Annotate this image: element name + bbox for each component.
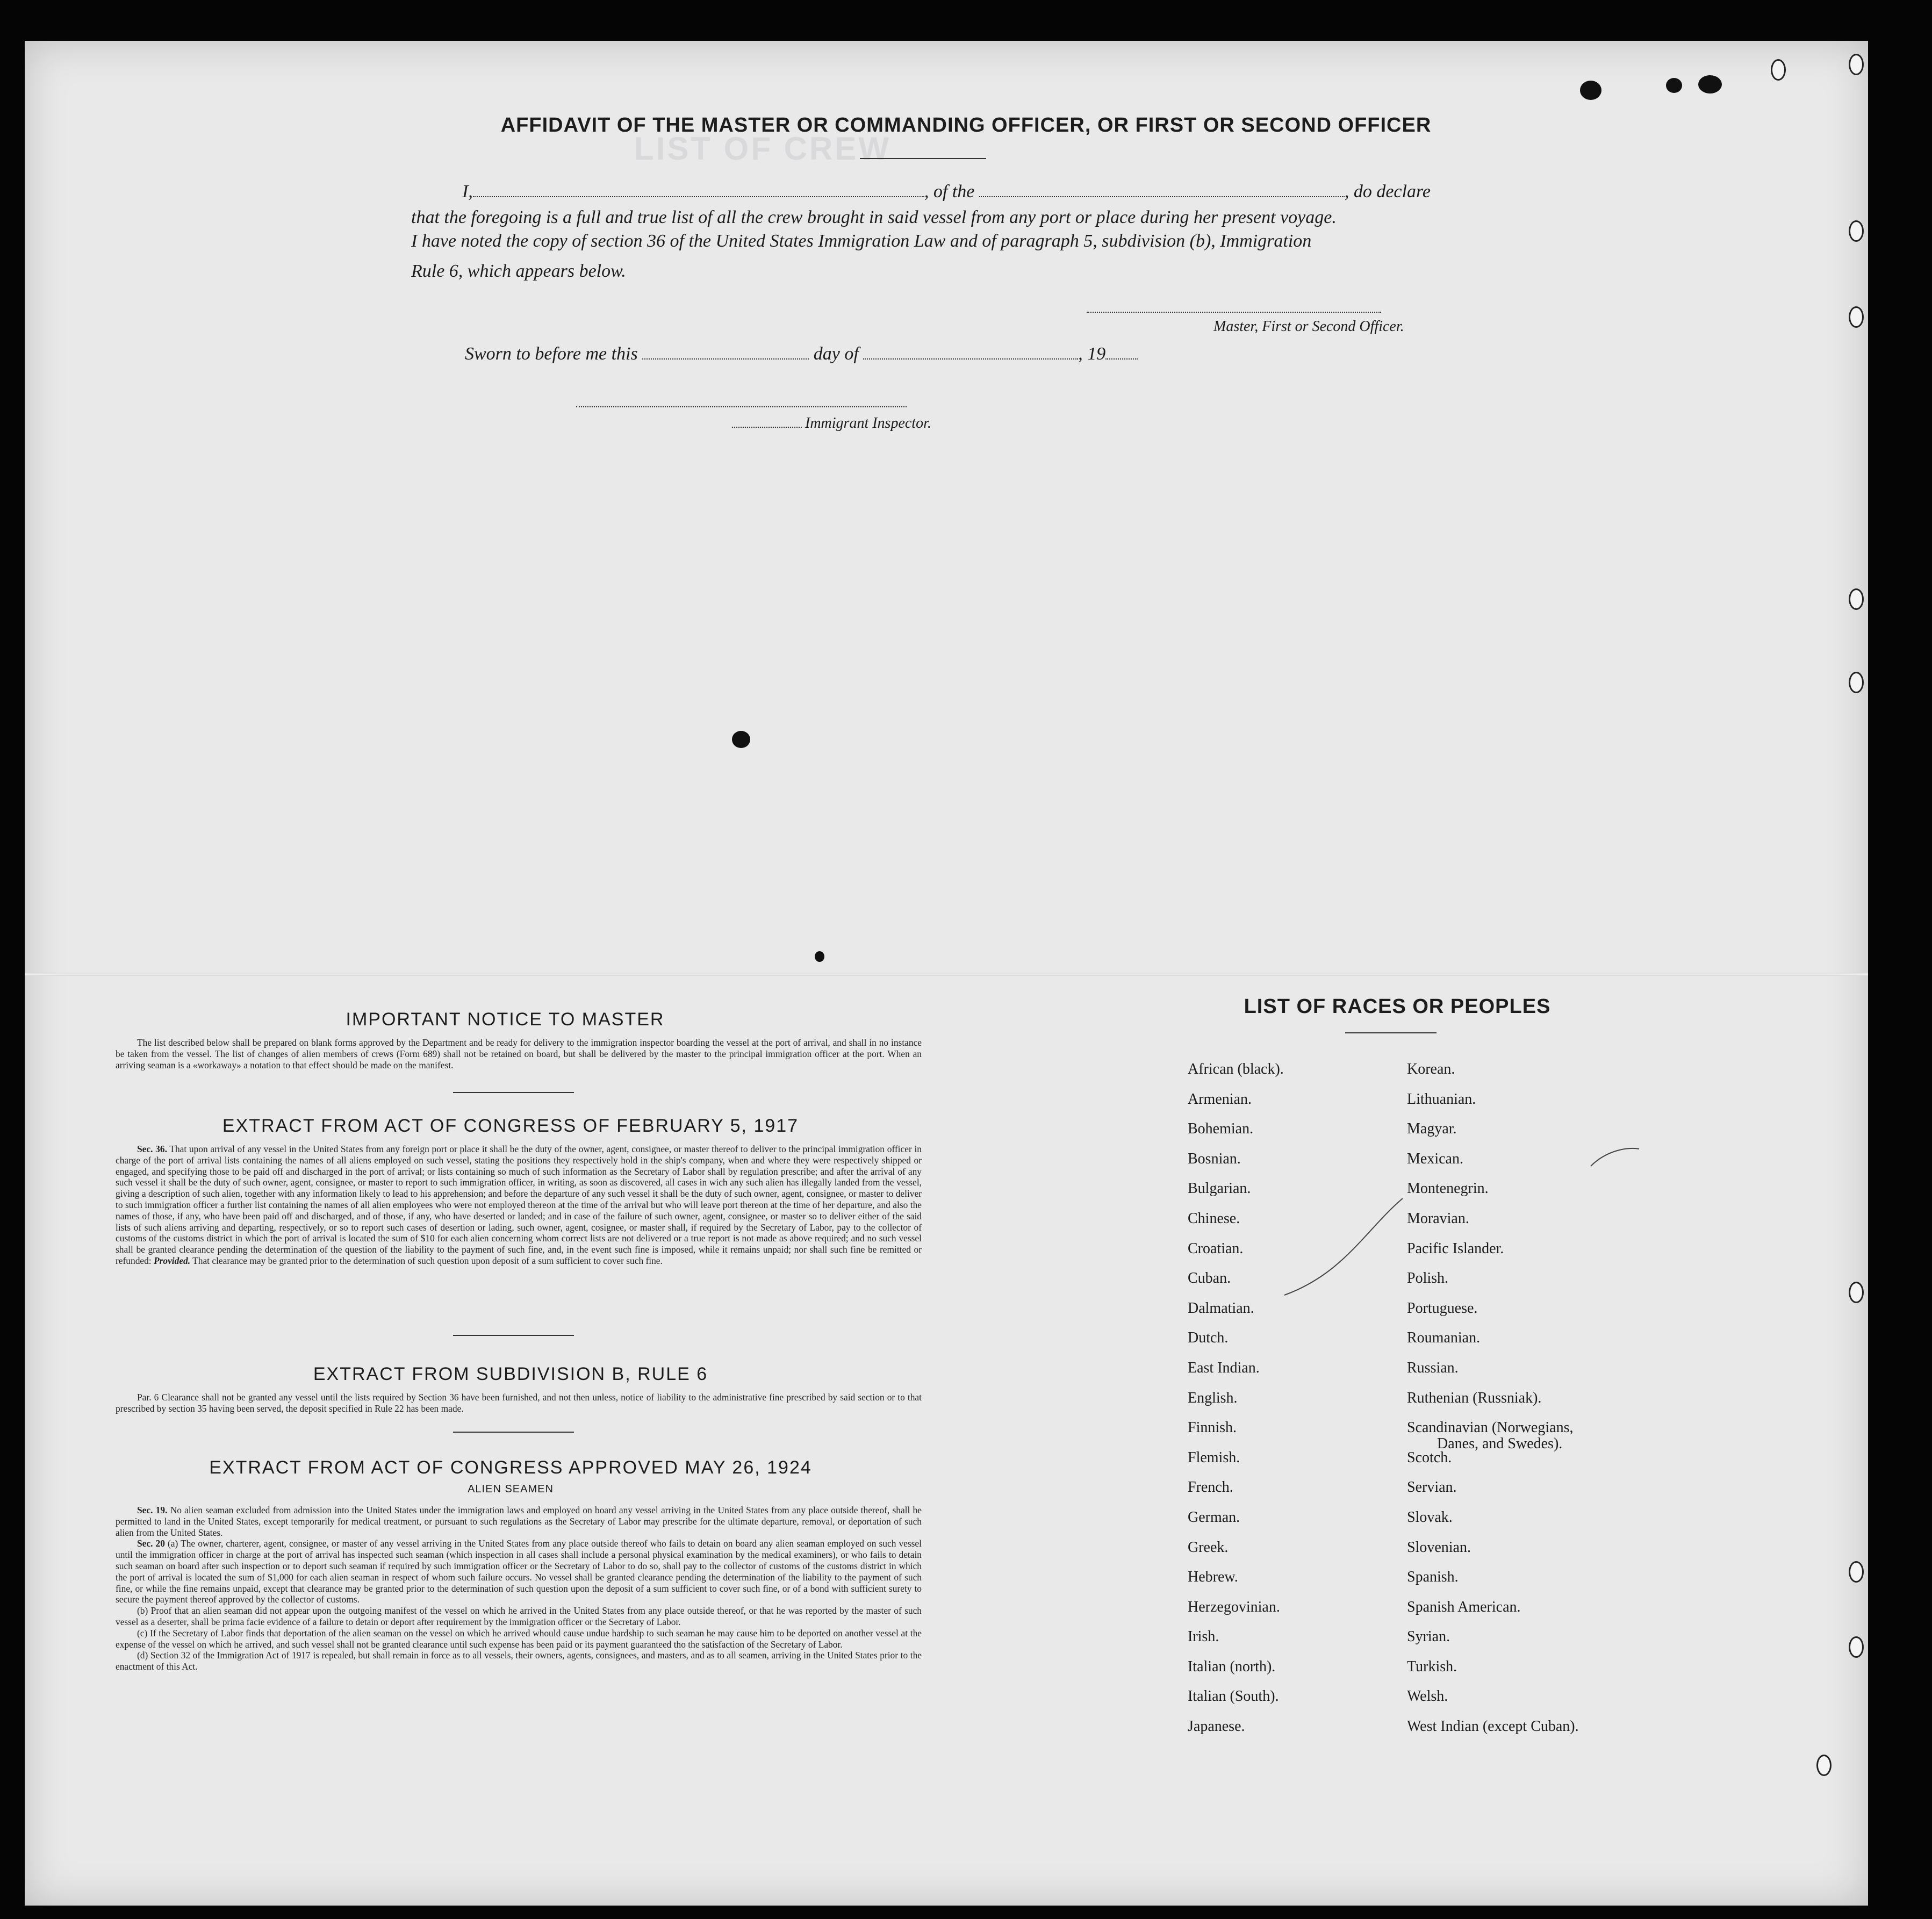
notice-divider xyxy=(453,1092,574,1093)
punch-hole xyxy=(1849,54,1864,75)
sec19-label: Sec. 19. xyxy=(137,1505,168,1515)
extract-1917-title: EXTRACT FROM ACT OF CONGRESS OF FEBRUARY 5, 1917 xyxy=(222,1116,799,1136)
punch-hole xyxy=(1849,220,1864,242)
day-of-text: day of xyxy=(813,344,859,364)
race-item: Servian. xyxy=(1407,1479,1457,1496)
affidavit-title: AFFIDAVIT OF THE MASTER OR COMMANDING OFFICER, OR FIRST OR SECOND OFFICER xyxy=(500,114,1432,136)
sec19-paragraph xyxy=(116,1505,922,1538)
race-item: Dutch. xyxy=(1188,1329,1229,1347)
race-item: Pacific Islander. xyxy=(1407,1240,1504,1257)
race-item: Bulgarian. xyxy=(1188,1180,1251,1197)
sec20c-paragraph: (c) If the Secretary of Labor finds that deportation of the alien seaman on the vessel on which he arrived whould cause undue hardship to such seaman he may cause him to be deported on another vessel at the expense of the vessel on which he arrived, and such vessel shall not be granted clearance until such expense has been paid or its payment guaranteed tho the satisfaction of the Secretary of Labor. xyxy=(116,1627,922,1650)
sec20b-paragraph: (b) Proof that an alien seaman did not appear upon the outgoing manifest of the vessel on which he arrived in the United States from any place outside thereof, or that he was reported by the master of such vessel as a deserter, shall be prima facie evidence of a failure to detain or deport after requirement by the immigration officer or the Secretary of Labor. xyxy=(116,1605,922,1627)
race-item: Welsh. xyxy=(1407,1688,1448,1705)
race-item: Roumanian. xyxy=(1407,1329,1481,1347)
race-item: Spanish American. xyxy=(1407,1598,1521,1615)
race-item: Russian. xyxy=(1407,1359,1459,1376)
section-36-text-end: That clearance may be granted prior to the determination of such question upon deposit of a sum sufficient to cover such fine. xyxy=(192,1255,663,1266)
scandinavian-continuation: Danes, and Swedes). xyxy=(1437,1435,1563,1453)
race-item: West Indian (except Cuban). xyxy=(1407,1718,1579,1735)
punch-hole xyxy=(1849,1282,1864,1303)
master-signature-label: Master, First or Second Officer. xyxy=(1213,318,1404,335)
affidavit-line-3: I have noted the copy of section 36 of the United States Immigration Law and of paragraph 5, subdivision (b), Immigration xyxy=(411,231,1312,251)
inspector-leader-dots xyxy=(732,427,802,428)
races-title: LIST OF RACES OR PEOPLES xyxy=(1244,995,1551,1018)
sworn-text: Sworn to before me this xyxy=(465,344,638,364)
sworn-year-field[interactable] xyxy=(1105,358,1138,360)
race-item: Slovenian. xyxy=(1407,1539,1471,1556)
extract-1924-title: EXTRACT FROM ACT OF CONGRESS APPROVED MAY 26, 1924 xyxy=(209,1457,812,1478)
race-item: Flemish. xyxy=(1188,1449,1240,1466)
race-item: Polish. xyxy=(1407,1270,1449,1287)
punch-hole xyxy=(1816,1755,1832,1776)
race-item-text: Scandinavian (Norwegians, xyxy=(1407,1419,1574,1436)
race-item: Ruthenian (Russniak). xyxy=(1407,1389,1542,1406)
sec20a-paragraph xyxy=(116,1538,922,1605)
punch-hole xyxy=(1771,59,1786,81)
ink-blot xyxy=(732,731,750,748)
race-item: Korean. xyxy=(1407,1061,1455,1077)
races-title-underline xyxy=(1345,1032,1437,1033)
master-signature-field[interactable] xyxy=(1087,312,1381,313)
declarant-name-field[interactable] xyxy=(473,196,924,197)
sec19-text: No alien seaman excluded from admission into the United States under the immigration laws and employed on board any vessel arriving in the United States from any place outside thereof, shall be permitted to land in the United States, except temporarily for medical treatment, or pursuant to such regulations as the Secretary of Labor may prescribe for the ultimate departure, removal, or deportation of such alien from the United States. xyxy=(116,1505,922,1538)
section-36-paragraph xyxy=(116,1144,922,1267)
punch-hole xyxy=(1849,588,1864,610)
race-item: Irish. xyxy=(1188,1628,1219,1645)
extract-1924-body xyxy=(116,1505,922,1672)
title-underline xyxy=(860,158,986,159)
inspector-signature-field[interactable] xyxy=(576,406,907,407)
affidavit-i: I, xyxy=(462,182,473,202)
sworn-month-field[interactable] xyxy=(863,358,1078,360)
ink-blot xyxy=(1698,75,1722,94)
sec20d-paragraph: (d) Section 32 of the Immigration Act of 1917 is repealed, but shall remain in force as to all vessels, their owners, agents, consignees, and masters, and as to all seamen, arriving in the United States prior to the enactment of this Act. xyxy=(116,1650,922,1672)
notice-title: IMPORTANT NOTICE TO MASTER xyxy=(346,1009,665,1030)
bleed-through-heading: LIST OF CREW xyxy=(634,131,891,167)
affidavit-line-2: that the foregoing is a full and true list of all the crew brought in said vessel from any port or place during her present voyage. xyxy=(411,207,1337,227)
provided-label: Provided. xyxy=(154,1255,191,1266)
races-left-column xyxy=(1188,1061,1284,1749)
extract-1917-divider xyxy=(453,1335,574,1336)
race-item: Croatian. xyxy=(1188,1240,1244,1257)
ink-blot xyxy=(1666,78,1682,93)
affidavit-do-declare: , do declare xyxy=(1344,182,1431,202)
ink-blot xyxy=(1580,81,1601,100)
race-item: Greek. xyxy=(1188,1539,1229,1556)
extract-1917-body xyxy=(116,1144,922,1267)
race-item: Portuguese. xyxy=(1407,1299,1478,1317)
race-item: Turkish. xyxy=(1407,1658,1457,1675)
sec20-label: Sec. 20 xyxy=(137,1538,165,1549)
race-item: Bosnian. xyxy=(1188,1150,1241,1167)
inspector-label-text: Immigrant Inspector. xyxy=(805,415,931,432)
extract-rule6-divider xyxy=(453,1432,574,1433)
race-item: Hebrew. xyxy=(1188,1569,1238,1586)
race-item: Slovak. xyxy=(1407,1508,1453,1526)
sworn-day-field[interactable] xyxy=(642,358,809,360)
pencil-stroke xyxy=(1279,1139,1644,1300)
race-item: Dalmatian. xyxy=(1188,1299,1254,1317)
sworn-line xyxy=(465,344,1138,364)
notice-body xyxy=(116,1037,922,1070)
punch-hole xyxy=(1849,306,1864,328)
race-item: Lithuanian. xyxy=(1407,1090,1476,1108)
ink-blot xyxy=(815,951,824,962)
punch-hole xyxy=(1849,1561,1864,1583)
rule6-text: Par. 6 Clearance shall not be granted any vessel until the lists required by Section 36 have been furnished, and not then unless, notice of liability to the administrative fine prescribed by said section or to that prescribed by section 35 having been served, the deposit specified in Rule 22 has been made. xyxy=(116,1392,922,1414)
race-item: Cuban. xyxy=(1188,1270,1231,1287)
section-36-label: Sec. 36. xyxy=(137,1144,167,1154)
inspector-label xyxy=(732,415,931,432)
section-36-text: That upon arrival of any vessel in the United States from any foreign port or place it shall be the duty of the owner, agent, consignee, or master thereof to deliver to the principal immigration officer in charge of the port of arrival lists containing the names of all aliens employed on such vessel, stating the positions they respectively hold in the ship's company, when and where they were respectively shipped or engaged, and specifying those to be paid off and discharged in the port of arrival; or lists containing so much of such information as the Secretary of Labor shall by regulation prescribe; and after the arrival of any such vessel it shall be the duty of such owner, agent, consignee, or master to report to such immigration officer, in writing, as soon as discovered, all cases in wich any such alien has illegally landed from the vessel, giving a description of such alien, together with any information likely to lead to his apprehension; and before the departure of any such vessel it shall be the duty of such owner, agent, consignee, or master to deliver to such immigration officer a further list containing the names of all alien employees who were not employed thereon at the time of the arrival but who will leave port thereon at the time of her departure, and also the names of those, if any, who have been paid off and discharged, and of those, if any, who have deserted or landed; and in case of the failure of such owner, agent, consignee, or master so to deliver either of the said lists of such aliens arriving and departing, respectively, or so to report such cases of desertion or lading, such owner, agent, cosignee, or master shall, if required by the Secretary of Labor, pay to the collector of customs of the customs district in which the port of arrival is located the sum of $10 for each alien concerning whom correct lists are not delivered or a true report is not made as above required; and no such vessel shall be granted clearance pending the determination of the question of the liability to the payment of such fine, and, in the event such fine is imposed, while it remains unpaid; nor shall such fine be remitted or refunded: xyxy=(116,1144,922,1266)
race-item: Japanese. xyxy=(1188,1718,1245,1735)
race-item: Italian (South). xyxy=(1188,1688,1279,1705)
affidavit-line-4: Rule 6, which appears below. xyxy=(411,261,626,281)
race-item: German. xyxy=(1188,1508,1240,1526)
race-item: African (black). xyxy=(1188,1061,1284,1077)
extract-rule6-body xyxy=(116,1392,922,1414)
affidavit-of-the: , of the xyxy=(924,182,975,202)
race-item: Herzegovinian. xyxy=(1188,1598,1280,1615)
race-item: Moravian. xyxy=(1407,1210,1469,1227)
punch-hole xyxy=(1849,672,1864,693)
year-text: , 19 xyxy=(1078,344,1106,364)
race-item: Chinese. xyxy=(1188,1210,1240,1227)
race-item: Scotch. xyxy=(1407,1449,1452,1466)
race-item: Armenian. xyxy=(1188,1090,1252,1108)
race-item: English. xyxy=(1188,1389,1238,1406)
race-item: Mexican. xyxy=(1407,1150,1463,1167)
race-item: East Indian. xyxy=(1188,1359,1260,1376)
race-item: Spanish. xyxy=(1407,1569,1459,1586)
race-item: Bohemian. xyxy=(1188,1120,1254,1138)
race-item: Finnish. xyxy=(1188,1419,1237,1436)
punch-hole xyxy=(1849,1636,1864,1658)
race-item: Italian (north). xyxy=(1188,1658,1276,1675)
notice-text: The list described below shall be prepared on blank forms approved by the Department and be ready for delivery to the immigration inspector boarding the vessel at the port of arrival, and shall in no instance be taken from the vessel. The list of changes of alien members of crews (Form 689) shall not be retained on board, but shall be delivered by the master to the principal immigration officer at the port. When an arriving seaman is a «workaway» a notation to that effect should be made on the manifest. xyxy=(116,1037,922,1070)
vessel-name-field[interactable] xyxy=(979,196,1345,197)
race-item: Syrian. xyxy=(1407,1628,1450,1645)
race-item: French. xyxy=(1188,1479,1233,1496)
race-item-scandinavian xyxy=(1407,1419,1579,1453)
page-fold xyxy=(25,973,1868,976)
extract-rule6-title: EXTRACT FROM SUBDIVISION B, RULE 6 xyxy=(313,1364,708,1384)
race-item: Magyar. xyxy=(1407,1120,1457,1138)
race-item: Montenegrin. xyxy=(1407,1180,1489,1197)
alien-seamen-subtitle: ALIEN SEAMEN xyxy=(468,1483,554,1495)
sec20a-text: (a) The owner, charterer, agent, consignee, or master of any vessel arriving in the United States from any place outside thereof who fails to detain on board any alien seaman employed on such vessel until the immigration officer in charge at the port of arrival has inspected such seaman (which inspection in all cases shall include a personal physical examination by the medical examiners), or who fails to detain such seaman on board after such inspection or to deport such seaman if required by such immigration officer or the Secretary of Labor to do so, shall pay to the collector of customs of the customs district in which the port of arrival is located the sum of $1,000 for each alien seaman in respect of whom such failure occurs. No vessel shall be granted clearance pending the determination of the liability to the payment of such fine, or while the fine remains unpaid, except that clearance may be granted prior to the determination of such question upon the deposit of a sum sufficient to cover such fine, or of a bond with sufficient surety to secure the payment thereof approved by the collector of customs. xyxy=(116,1538,922,1605)
affidavit-line-1 xyxy=(462,182,1431,202)
